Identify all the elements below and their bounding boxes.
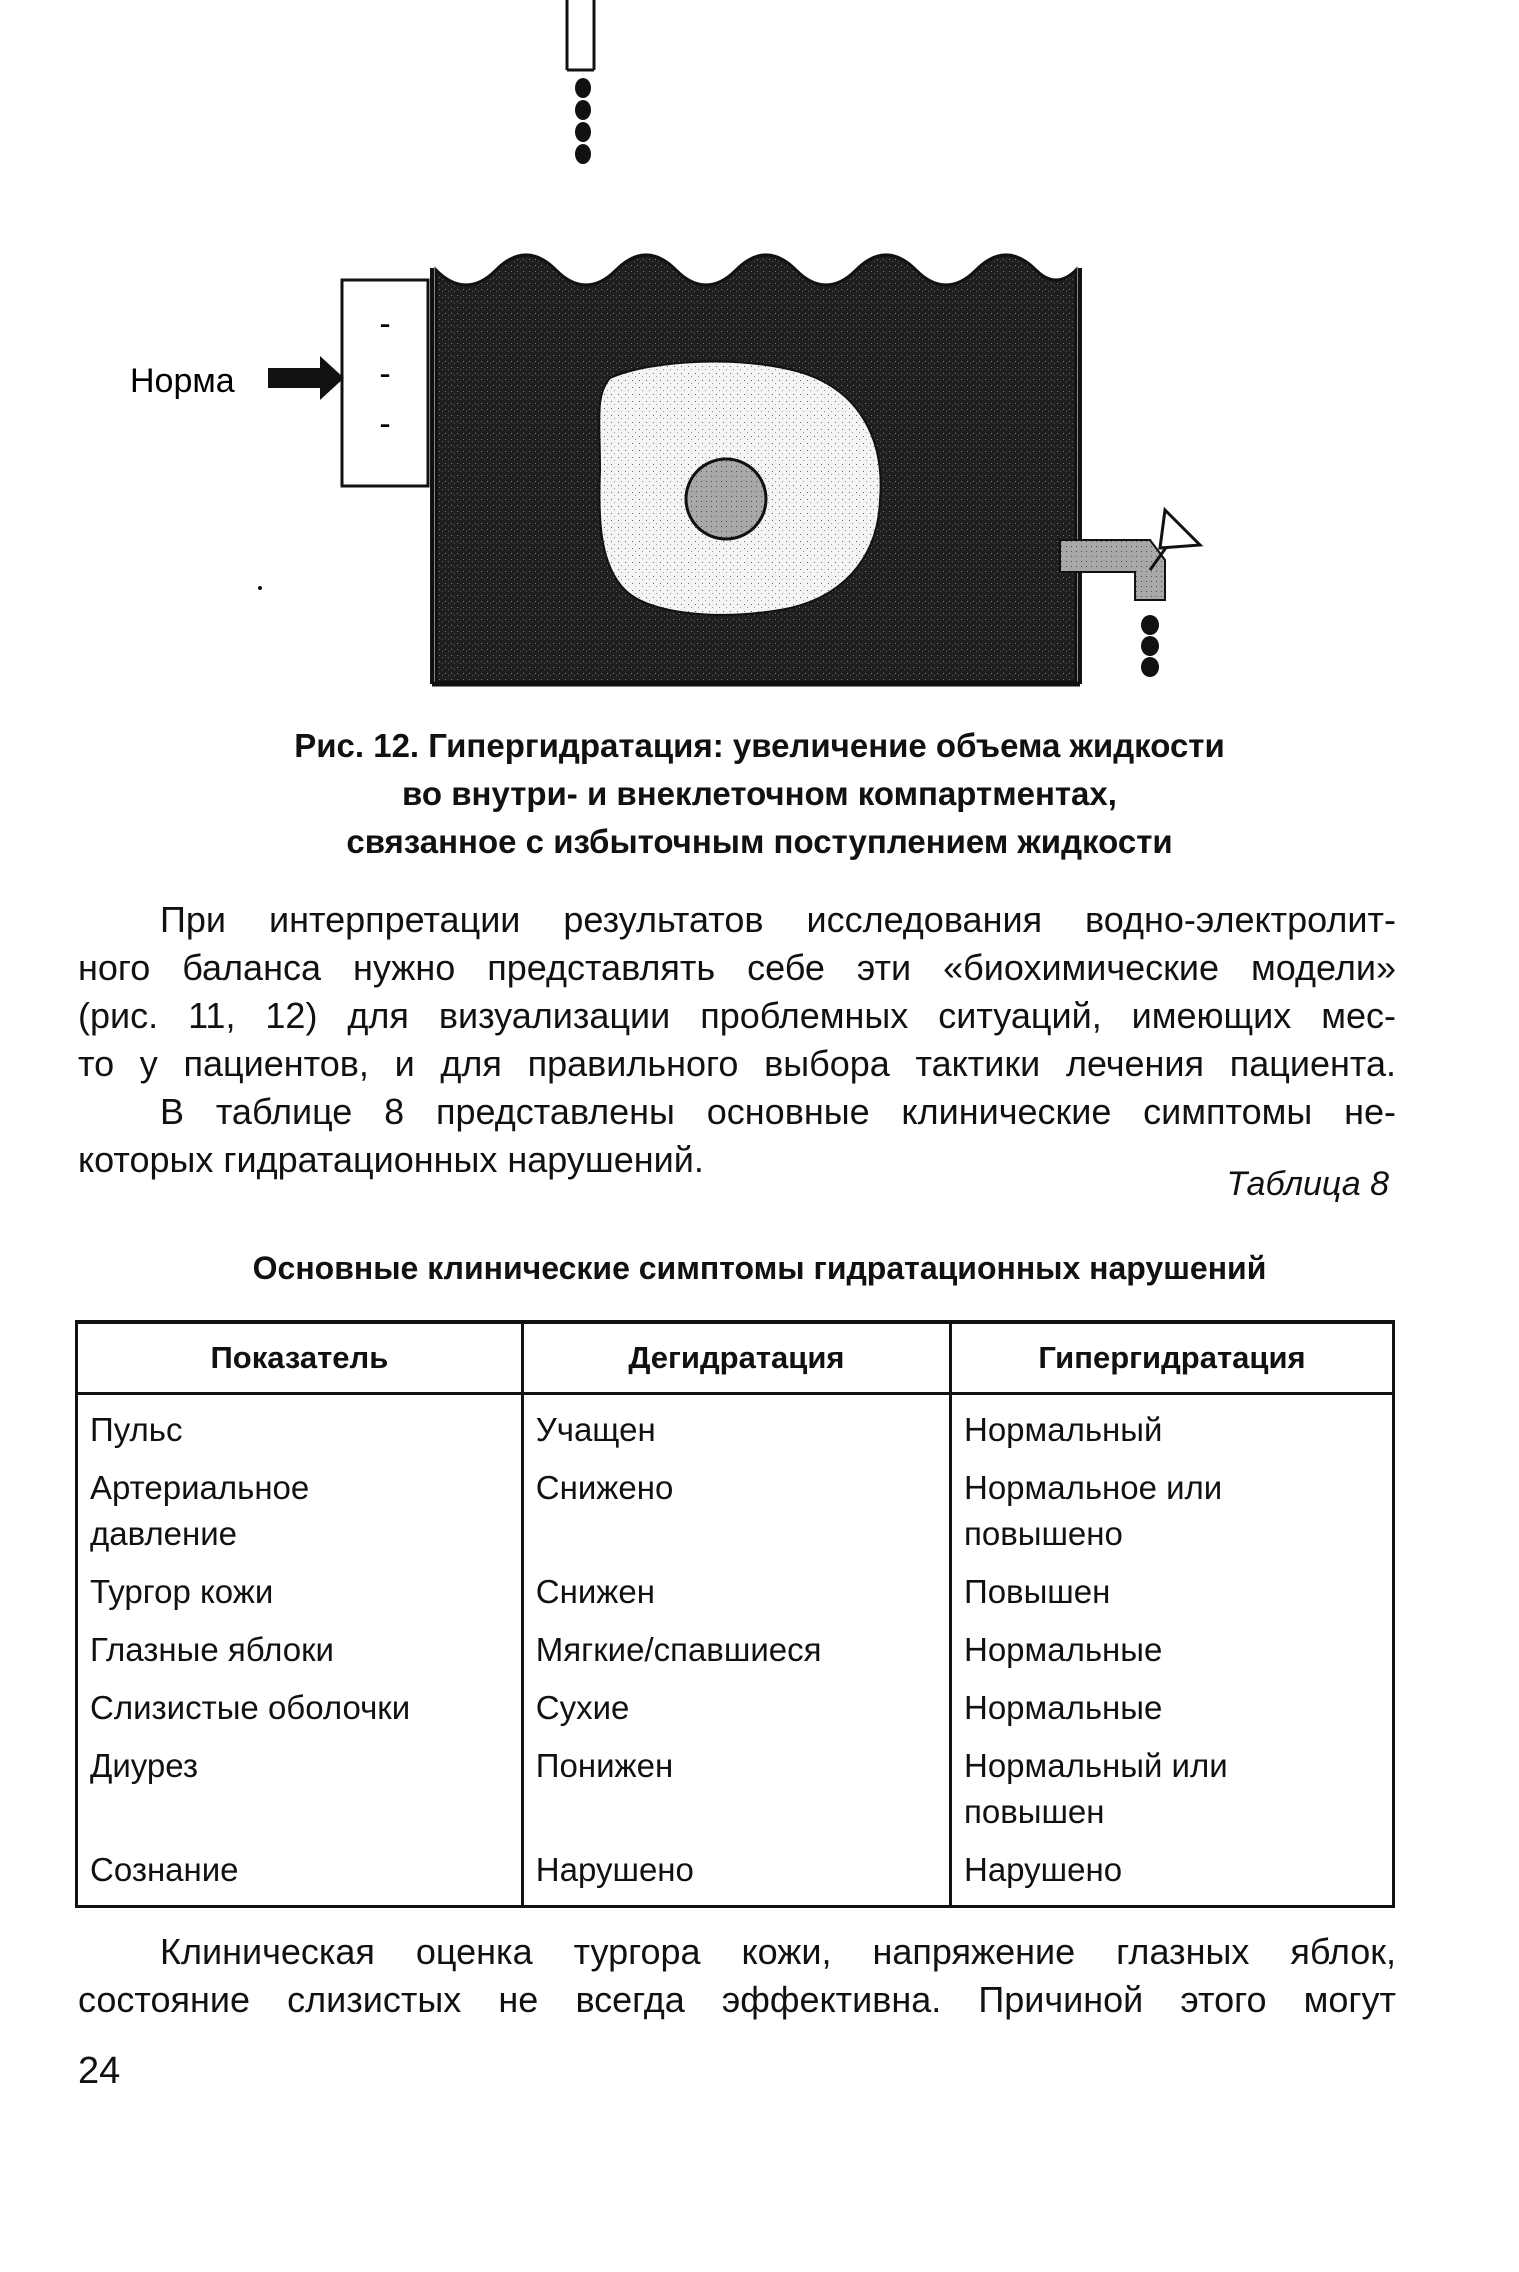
- caption-line: во внутри- и внеклеточном компартментах,: [402, 775, 1117, 812]
- text-line: состояние слизистых не всегда эффективна. Причиной этого могут: [78, 1979, 1396, 2020]
- table-cell: Артериальное давление: [77, 1459, 523, 1563]
- table-cell: Повышен: [950, 1563, 1393, 1621]
- text-line: (рис. 11, 12) для визуализации проблемных ситуаций, имеющих мес-: [78, 995, 1396, 1036]
- table-cell: Нарушено: [522, 1841, 950, 1907]
- table-row: [77, 1737, 1394, 1841]
- table-cell: Мягкие/спавшиеся: [522, 1621, 950, 1679]
- gauge-mark: -: [379, 405, 391, 443]
- infusion-tube: [567, 0, 594, 164]
- norm-arrow: [268, 356, 344, 400]
- table-row: [77, 1459, 1394, 1563]
- column-header: Дегидратация: [522, 1322, 950, 1394]
- table-row: [77, 1394, 1394, 1460]
- symptoms-table: [75, 1320, 1395, 1908]
- caption-line: Рис. 12. Гипергидратация: увеличение объема жидкости: [294, 727, 1225, 764]
- figure-caption: [150, 722, 1369, 866]
- table-cell: Глазные яблоки: [77, 1621, 523, 1679]
- table-row: [77, 1679, 1394, 1737]
- text-line: В таблице 8 представлены основные клинические симптомы не-: [160, 1091, 1396, 1132]
- norm-label: Норма: [130, 362, 235, 400]
- table-cell: Нормальные: [950, 1621, 1393, 1679]
- table-cell: Нормальный или повышен: [950, 1737, 1393, 1841]
- table-row: [77, 1841, 1394, 1907]
- caption-line: связанное с избыточным поступлением жидкости: [346, 823, 1173, 860]
- table-cell: Нормальное или повышено: [950, 1459, 1393, 1563]
- table-cell: Снижено: [522, 1459, 950, 1563]
- table-title: Основные клинические симптомы гидратационных нарушений: [252, 1250, 1267, 1286]
- nucleus: [686, 459, 766, 539]
- table-header-row: [77, 1322, 1394, 1394]
- table-cell: Слизистые оболочки: [77, 1679, 523, 1737]
- table-row: [77, 1563, 1394, 1621]
- paragraph-3: [78, 1928, 1396, 2024]
- text-line: которых гидратационных нарушений.: [78, 1139, 704, 1180]
- page-number: 24: [78, 2050, 121, 2092]
- paragraph-2: [78, 1088, 1396, 1184]
- table-cell: Снижен: [522, 1563, 950, 1621]
- table-cell: Сознание: [77, 1841, 523, 1907]
- table-cell: Учащен: [522, 1394, 950, 1460]
- text-line: то у пациентов, и для правильного выбора тактики лечения пациента.: [78, 1043, 1396, 1084]
- table-label: Таблица 8: [1226, 1165, 1389, 1203]
- text-line: При интерпретации результатов исследования водно-электролит-: [160, 899, 1396, 940]
- column-header: Показатель: [77, 1322, 523, 1394]
- paragraph-1: [78, 896, 1396, 1088]
- table-cell: Понижен: [522, 1737, 950, 1841]
- table-cell: Пульс: [77, 1394, 523, 1460]
- table-cell: Нормальный: [950, 1394, 1393, 1460]
- gauge-mark: -: [379, 305, 391, 343]
- hyperhydration-diagram: [0, 0, 1519, 720]
- text-line: Клиническая оценка тургора кожи, напряжение глазных яблок,: [160, 1931, 1396, 1972]
- gauge-mark: -: [379, 355, 391, 393]
- column-header: Гипергидратация: [950, 1322, 1393, 1394]
- table-cell: Нормальные: [950, 1679, 1393, 1737]
- table-cell: Тургор кожи: [77, 1563, 523, 1621]
- table-cell: Сухие: [522, 1679, 950, 1737]
- text-line: ного баланса нужно представлять себе эти «биохимические модели»: [78, 947, 1396, 988]
- level-gauge: [342, 280, 428, 486]
- table-row: [77, 1621, 1394, 1679]
- table-cell: Диурез: [77, 1737, 523, 1841]
- table-cell: Нарушено: [950, 1841, 1393, 1907]
